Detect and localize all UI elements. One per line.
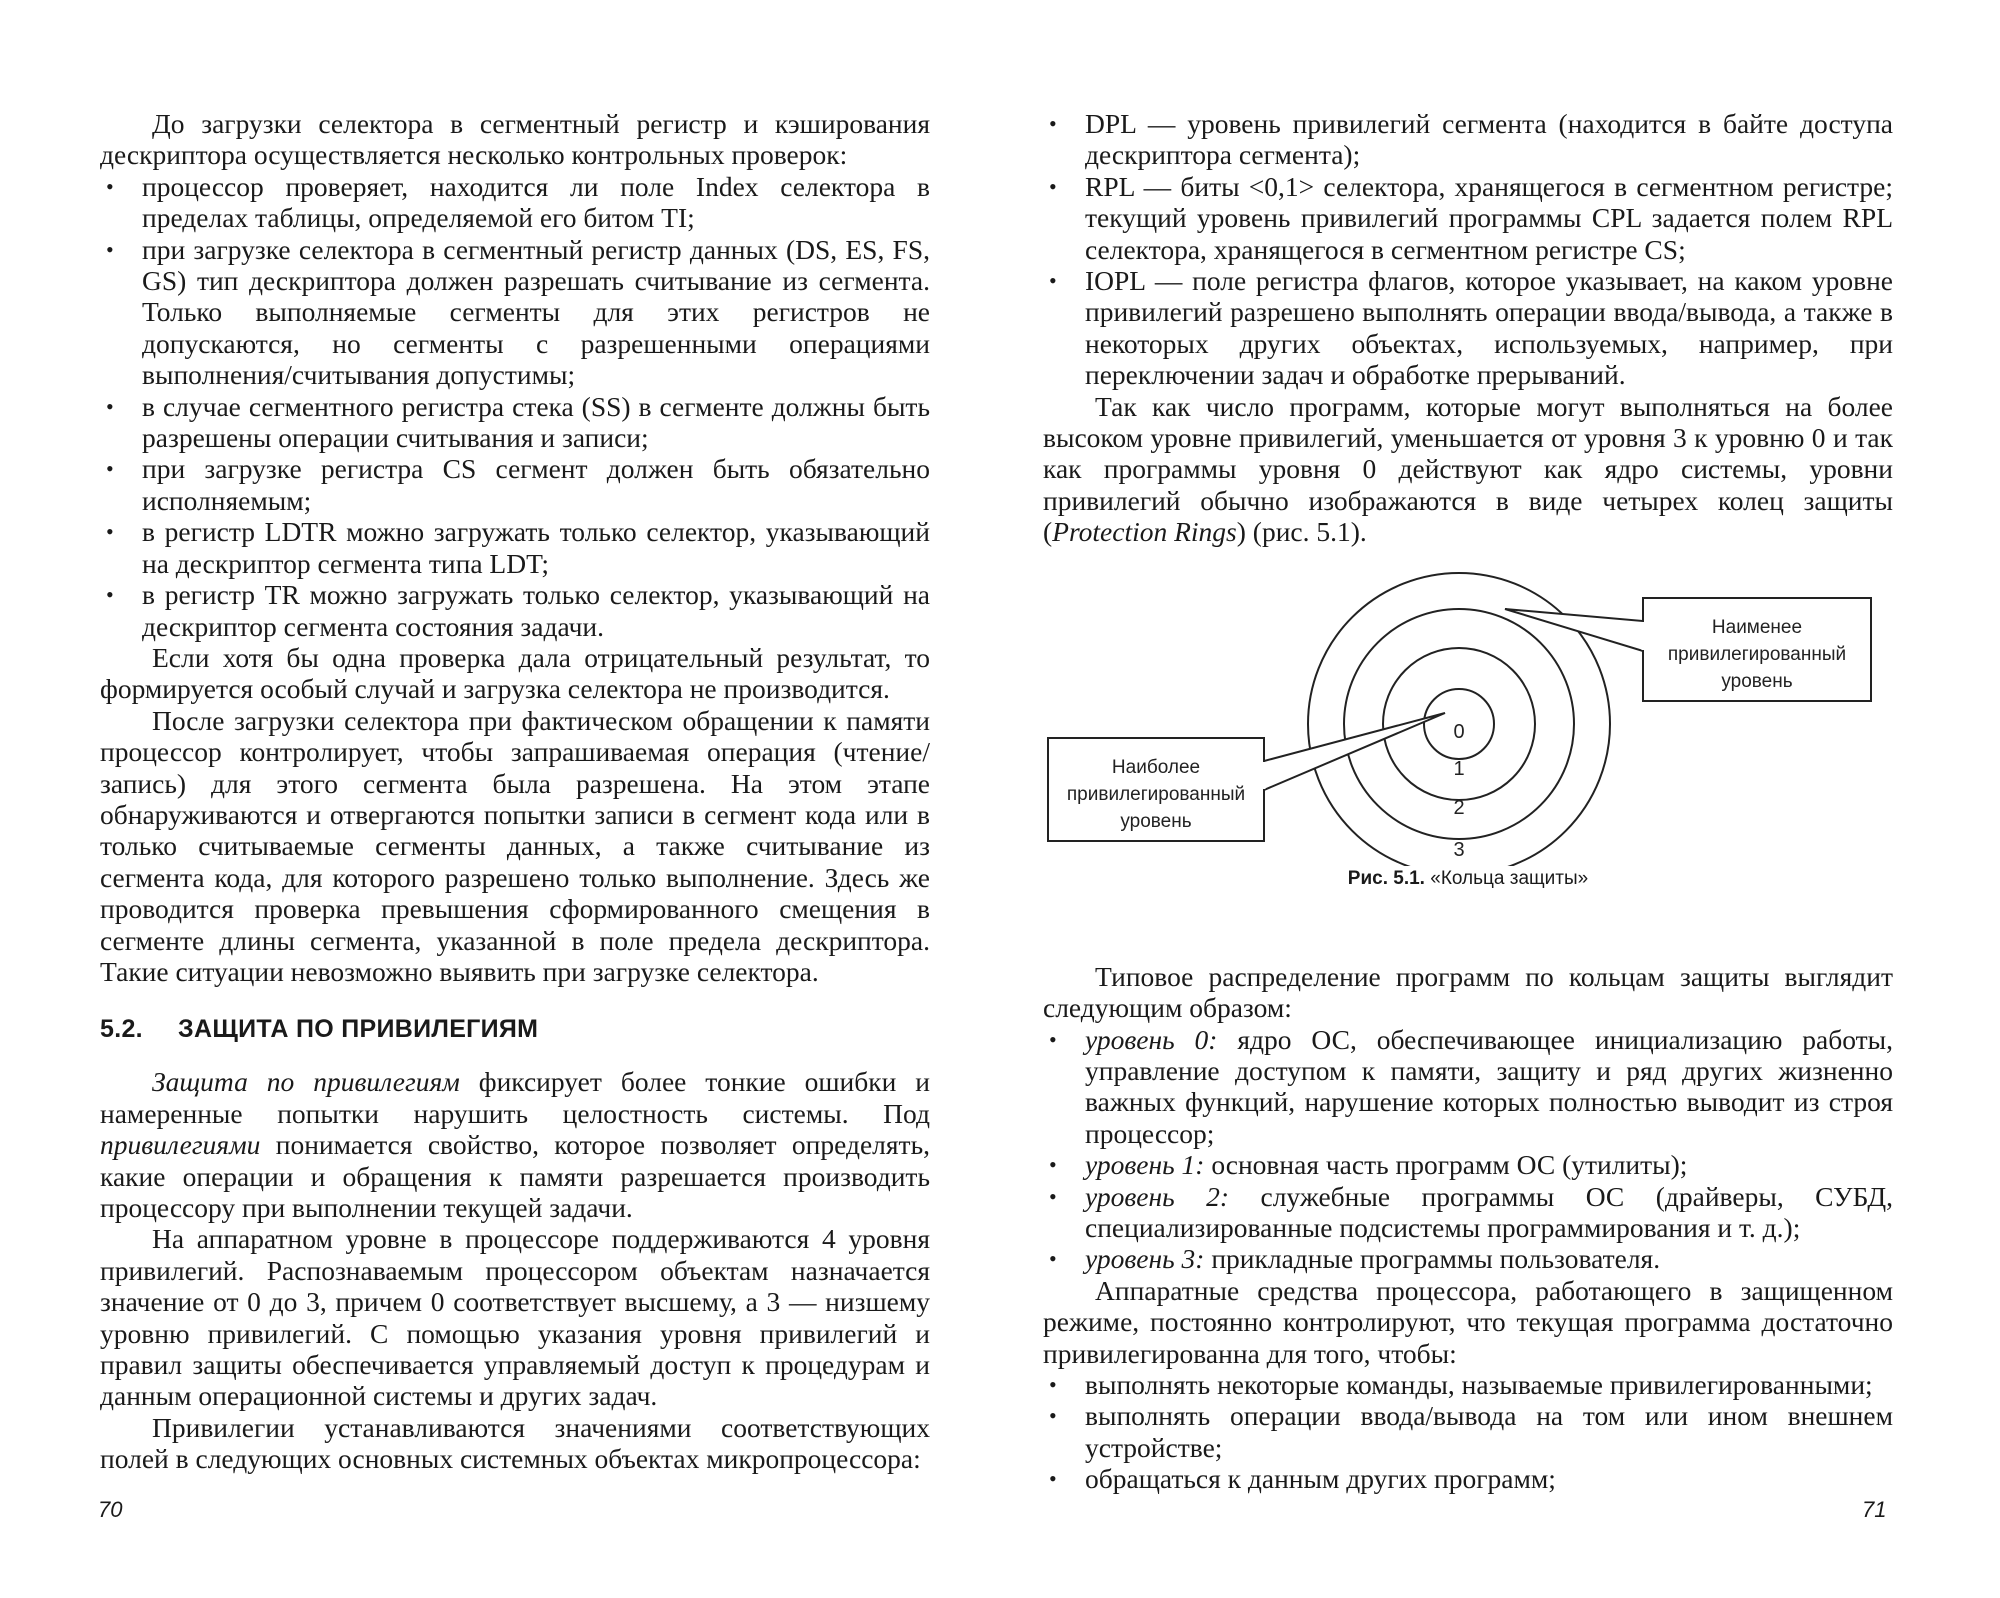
list-item: • в регистр TR можно загружать только селектор, указывающий на дескриптор сегмента состояния задачи. [100, 579, 930, 642]
section-title: ЗАЩИТА ПО ПРИВИЛЕГИЯМ [178, 1015, 539, 1044]
list-item: • DPL — уровень привилегий сегмента (находится в байте доступа дескриптора сегмента); [1043, 108, 1893, 171]
list-item: • RPL — биты <0,1> селектора, хранящегося в сегментном регистре; текущий уровень привилегий программы CPL задается полем RPL селектора, хранящегося в сегментном регистре CS; [1043, 171, 1893, 265]
text-span: ядро ОС, обеспечивающее инициализацию работы, управление доступом к памяти, защиту и ряд других жизненно важных функций, нарушение которых полностью выводит из строя процессор; [1085, 1023, 1893, 1149]
fail-paragraph: Если хотя бы одна проверка дала отрицательный результат, то формируется особый случай и загрузка селектора не производится. [100, 641, 930, 705]
fields-paragraph: Привилегии устанавливаются значениями соответствующих полей в следующих основных системных объектах микропроцессора: [100, 1411, 930, 1475]
caption-text: «Кольца защиты» [1430, 867, 1589, 889]
most-privileged-pointer [1264, 713, 1445, 790]
checks-list [100, 171, 930, 642]
list-item: • процессор проверяет, находится ли поле Index селектора в пределах таблицы, определяемой его битом TI; [100, 171, 930, 234]
page-number-right: 71 [1862, 1497, 1887, 1522]
term-privilege-protection: Защита по привилегиям [152, 1066, 460, 1098]
ring-label-2: 2 [1453, 796, 1465, 819]
text-span: понимается свойство, которое позволяет определять, какие операции и обращения к памяти разрешается производить процессору при выполнении текущей задачи. [100, 1129, 930, 1223]
left-page [100, 108, 930, 1475]
level-term: уровень 1: [1085, 1149, 1205, 1181]
most-label-line: уровень [1120, 810, 1192, 832]
ring-label-3: 3 [1453, 838, 1465, 861]
hardware-list [1043, 1369, 1893, 1495]
list-item: • при загрузке регистра CS сегмент должен быть обязательно исполняемым; [100, 453, 930, 516]
after-load-paragraph: После загрузки селектора при фактическом обращении к памяти процессор контролирует, чтобы запрашиваемая операция (чтение/запись) для этого сегмента была разрешена. На этом этапе обнаруживаются и отвергаются попытки записи в сегмент кода или в только считываемые сегменты данных, а также считывание из сегмента кода, для которого разрешено только выполнение. Здесь же проводится проверка превышения сформированного смещения в сегменте длины сегмента, указанной в поле предела дескриптора. Такие ситуации невозможно выявить при загрузке селектора. [100, 704, 930, 987]
list-item: • в регистр LDTR можно загружать только селектор, указывающий на дескриптор сегмента типа LDT; [100, 516, 930, 579]
least-label-line: Наименее [1711, 616, 1803, 638]
privilege-definition-paragraph [100, 1066, 930, 1223]
term-privileges: привилегиями [100, 1129, 261, 1161]
level-term: уровень 3: [1085, 1243, 1205, 1275]
distribution-list [1043, 1024, 1893, 1275]
text-span: служебные программы ОС (драйверы, СУБД, специализированные подсистемы программирования и т. д.); [1085, 1180, 1893, 1243]
list-item: • при загрузке селектора в сегментный регистр данных (DS, ES, FS, GS) тип дескриптора должен разрешать считывание из сегмента. Только выполняемые сегменты для этих регистров не допускаются, но сегменты с разрешенными операциями выполнения/считывания допустимы; [100, 234, 930, 391]
least-label-line: привилегированный [1667, 643, 1847, 665]
least-label-line: уровень [1721, 670, 1793, 692]
figure-caption [1043, 868, 1893, 890]
rings-paragraph [1043, 391, 1893, 548]
section-number: 5.2. [100, 1015, 143, 1044]
list-item: • в случае сегментного регистра стека (SS) в сегменте должны быть разрешены операции считывания и записи; [100, 391, 930, 454]
most-label-line: Наиболее [1111, 756, 1201, 778]
distribution-intro: Типовое распределение программ по кольцам защиты выглядит следующим образом: [1043, 960, 1893, 1024]
text-span: прикладные программы пользователя. [1204, 1243, 1661, 1275]
list-item [1043, 1024, 1893, 1150]
list-item [1043, 1243, 1893, 1274]
level-term: уровень 0: [1085, 1023, 1218, 1055]
list-item: • выполнять операции ввода/вывода на том или ином внешнем устройстве; [1043, 1400, 1893, 1463]
page-number-left: 70 [98, 1497, 123, 1522]
hardware-intro: Аппаратные средства процессора, работающего в защищенном режиме, постоянно контролируют, что текущая программа достаточно привилегированна для того, чтобы: [1043, 1274, 1893, 1369]
list-item: • обращаться к данным других программ; [1043, 1463, 1893, 1494]
text-span: фиксирует более тонкие ошибки и намеренные попытки нарушить целостность системы. Под [100, 1066, 930, 1129]
text-span: ) (рис. 5.1). [1236, 516, 1367, 548]
text-span: основная часть программ ОС (утилиты); [1204, 1149, 1688, 1181]
list-item: • выполнять некоторые команды, называемые привилегированными; [1043, 1369, 1893, 1400]
caption-number: Рис. 5.1. [1347, 867, 1425, 889]
level-term: уровень 2: [1085, 1180, 1230, 1212]
protection-rings-figure [1043, 566, 1893, 961]
text-span: Так как число программ, которые могут выполняться на более высоком уровне привилегий, уменьшается от уровня 3 к уровню 0 и так как программы уровня 0 действуют как ядро системы, уровни привилегий обычно изображаются в виде четырех колец защиты ( [1043, 390, 1893, 548]
fields-list [1043, 108, 1893, 391]
most-label-line: привилегированный [1066, 783, 1246, 805]
intro-paragraph: До загрузки селектора в сегментный регистр и кэширования дескриптора осуществляется несколько контрольных проверок: [100, 108, 930, 171]
list-item: • IOPL — поле регистра флагов, которое указывает, на каком уровне привилегий разрешено выполнять операции ввода/вывода, а также в некоторых других объектах, используемых, например, при переключении задач и обработке прерываний. [1043, 265, 1893, 391]
list-item [1043, 1149, 1893, 1180]
term-protection-rings: Protection Rings [1052, 516, 1237, 548]
right-page [1043, 108, 1893, 1495]
levels-paragraph: На аппаратном уровне в процессоре поддерживаются 4 уровня привилегий. Распознаваемым процессором объектам назначается значение от 0 до 3, причем 0 соответствует высшему, а 3 — низшему уровню привилегий. С помощью указания уровня привилегий и правил защиты обеспечивается управляемый доступ к процедурам и данным операционной системы и других задач. [100, 1223, 930, 1412]
ring-label-1: 1 [1453, 757, 1465, 780]
ring-label-0: 0 [1453, 720, 1465, 743]
list-item [1043, 1181, 1893, 1244]
rings-diagram [1043, 566, 1893, 866]
section-heading [100, 1015, 930, 1044]
